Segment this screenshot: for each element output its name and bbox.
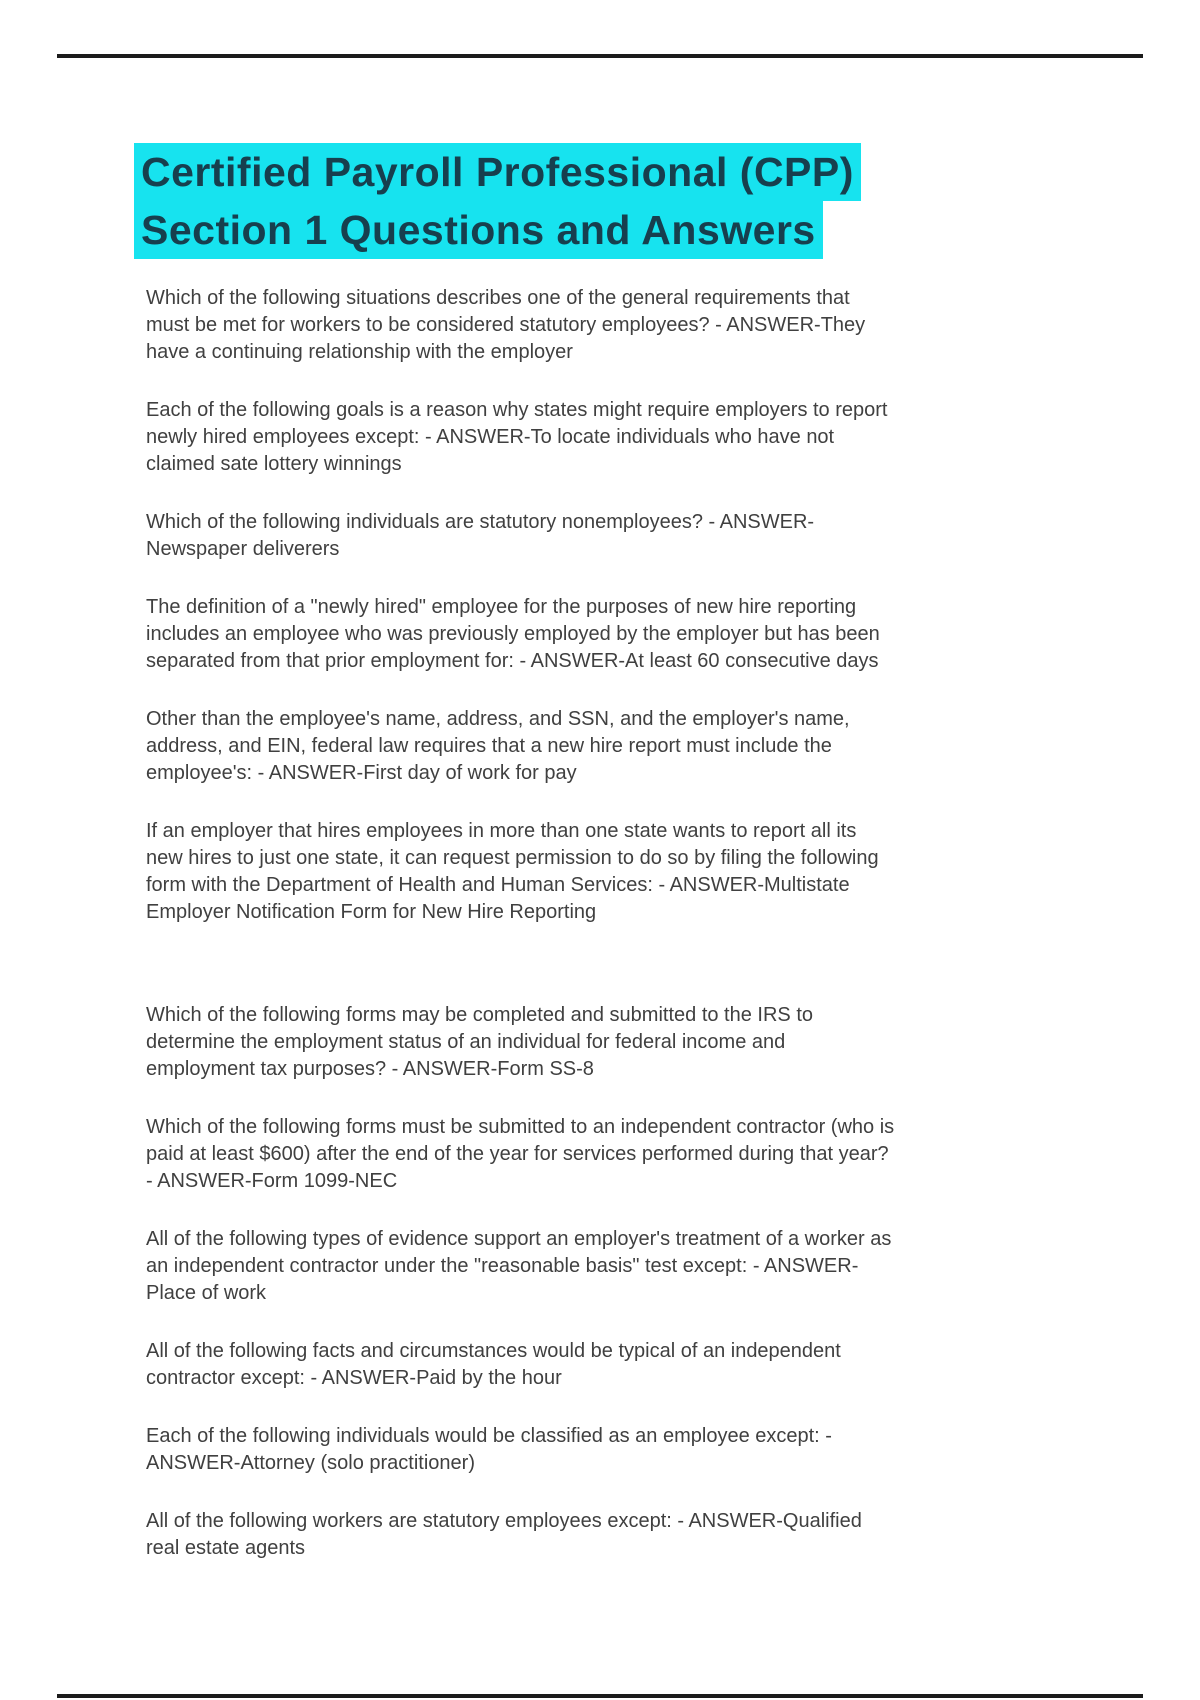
text-line: Employer Notification Form for New Hire Reporting (146, 901, 597, 923)
text-line: Other than the employee's name, address, and SSN, and the employer's name, (146, 708, 850, 730)
qa-paragraph-10 (146, 1338, 1076, 1392)
text-line: Which of the following forms must be submitted to an independent contractor (who is (146, 1116, 895, 1138)
text-line: claimed sate lottery winnings (146, 453, 402, 475)
text-line: paid at least $600) after the end of the year for services performed during that year? (146, 1143, 889, 1165)
text-line: address, and EIN, federal law requires that a new hire report must include the (146, 735, 832, 757)
text-line: real estate agents (146, 1537, 305, 1559)
text-line: contractor except: - ANSWER-Paid by the hour (146, 1367, 562, 1389)
text-line: All of the following facts and circumstances would be typical of an independent (146, 1340, 841, 1362)
text-line: Which of the following individuals are statutory nonemployees? - ANSWER- (146, 511, 815, 533)
qa-paragraph-5 (146, 706, 1076, 787)
qa-paragraph-1 (146, 285, 1076, 366)
qa-paragraph-4 (146, 594, 1076, 675)
qa-paragraph-8 (146, 1114, 1076, 1195)
qa-paragraph-7 (146, 1002, 1076, 1083)
text-line: All of the following workers are statutory employees except: - ANSWER-Qualified (146, 1510, 862, 1532)
text-line: Which of the following situations describes one of the general requirements that (146, 287, 850, 309)
text-line: ANSWER-Attorney (solo practitioner) (146, 1452, 475, 1474)
text-line: must be met for workers to be considered statutory employees? - ANSWER-They (146, 314, 866, 336)
text-line: separated from that prior employment for: - ANSWER-At least 60 consecutive days (146, 650, 879, 672)
qa-paragraph-6 (146, 818, 1076, 926)
qa-paragraph-11 (146, 1423, 1076, 1477)
qa-paragraph-2 (146, 397, 1076, 478)
text-line: new hires to just one state, it can request permission to do so by filing the following (146, 847, 879, 869)
text-line: have a continuing relationship with the employer (146, 341, 573, 363)
text-line: Which of the following forms may be completed and submitted to the IRS to (146, 1004, 813, 1026)
text-line: If an employer that hires employees in more than one state wants to report all its (146, 820, 857, 842)
text-line: Newspaper deliverers (146, 538, 340, 560)
qa-content (146, 285, 1076, 1593)
text-line: - ANSWER-Form 1099-NEC (146, 1170, 398, 1192)
text-line: includes an employee who was previously employed by the employer but has been (146, 623, 880, 645)
text-line: determine the employment status of an individual for federal income and (146, 1031, 786, 1053)
page-title (134, 143, 861, 259)
text-line: All of the following types of evidence support an employer's treatment of a worker as (146, 1228, 892, 1250)
qa-paragraph-9 (146, 1226, 1076, 1307)
qa-paragraph-3 (146, 509, 1076, 563)
text-line: Place of work (146, 1282, 267, 1304)
qa-paragraph-12 (146, 1508, 1076, 1562)
text-line: The definition of a "newly hired" employee for the purposes of new hire reporting (146, 596, 857, 618)
text-line: form with the Department of Health and Human Services: - ANSWER-Multistate (146, 874, 850, 896)
text-line: newly hired employees except: - ANSWER-To locate individuals who have not (146, 426, 835, 448)
text-line: Each of the following goals is a reason why states might require employers to report (146, 399, 888, 421)
title-line-1: Certified Payroll Professional (CPP) (134, 143, 861, 201)
text-line: an independent contractor under the "reasonable basis" test except: - ANSWER- (146, 1255, 859, 1277)
top-rule (57, 54, 1143, 58)
bottom-rule (57, 1694, 1143, 1698)
text-line: Each of the following individuals would be classified as an employee except: - (146, 1425, 832, 1447)
text-line: employee's: - ANSWER-First day of work for pay (146, 762, 577, 784)
title-line-2: Section 1 Questions and Answers (134, 201, 823, 259)
text-line: employment tax purposes? - ANSWER-Form SS-8 (146, 1058, 594, 1080)
